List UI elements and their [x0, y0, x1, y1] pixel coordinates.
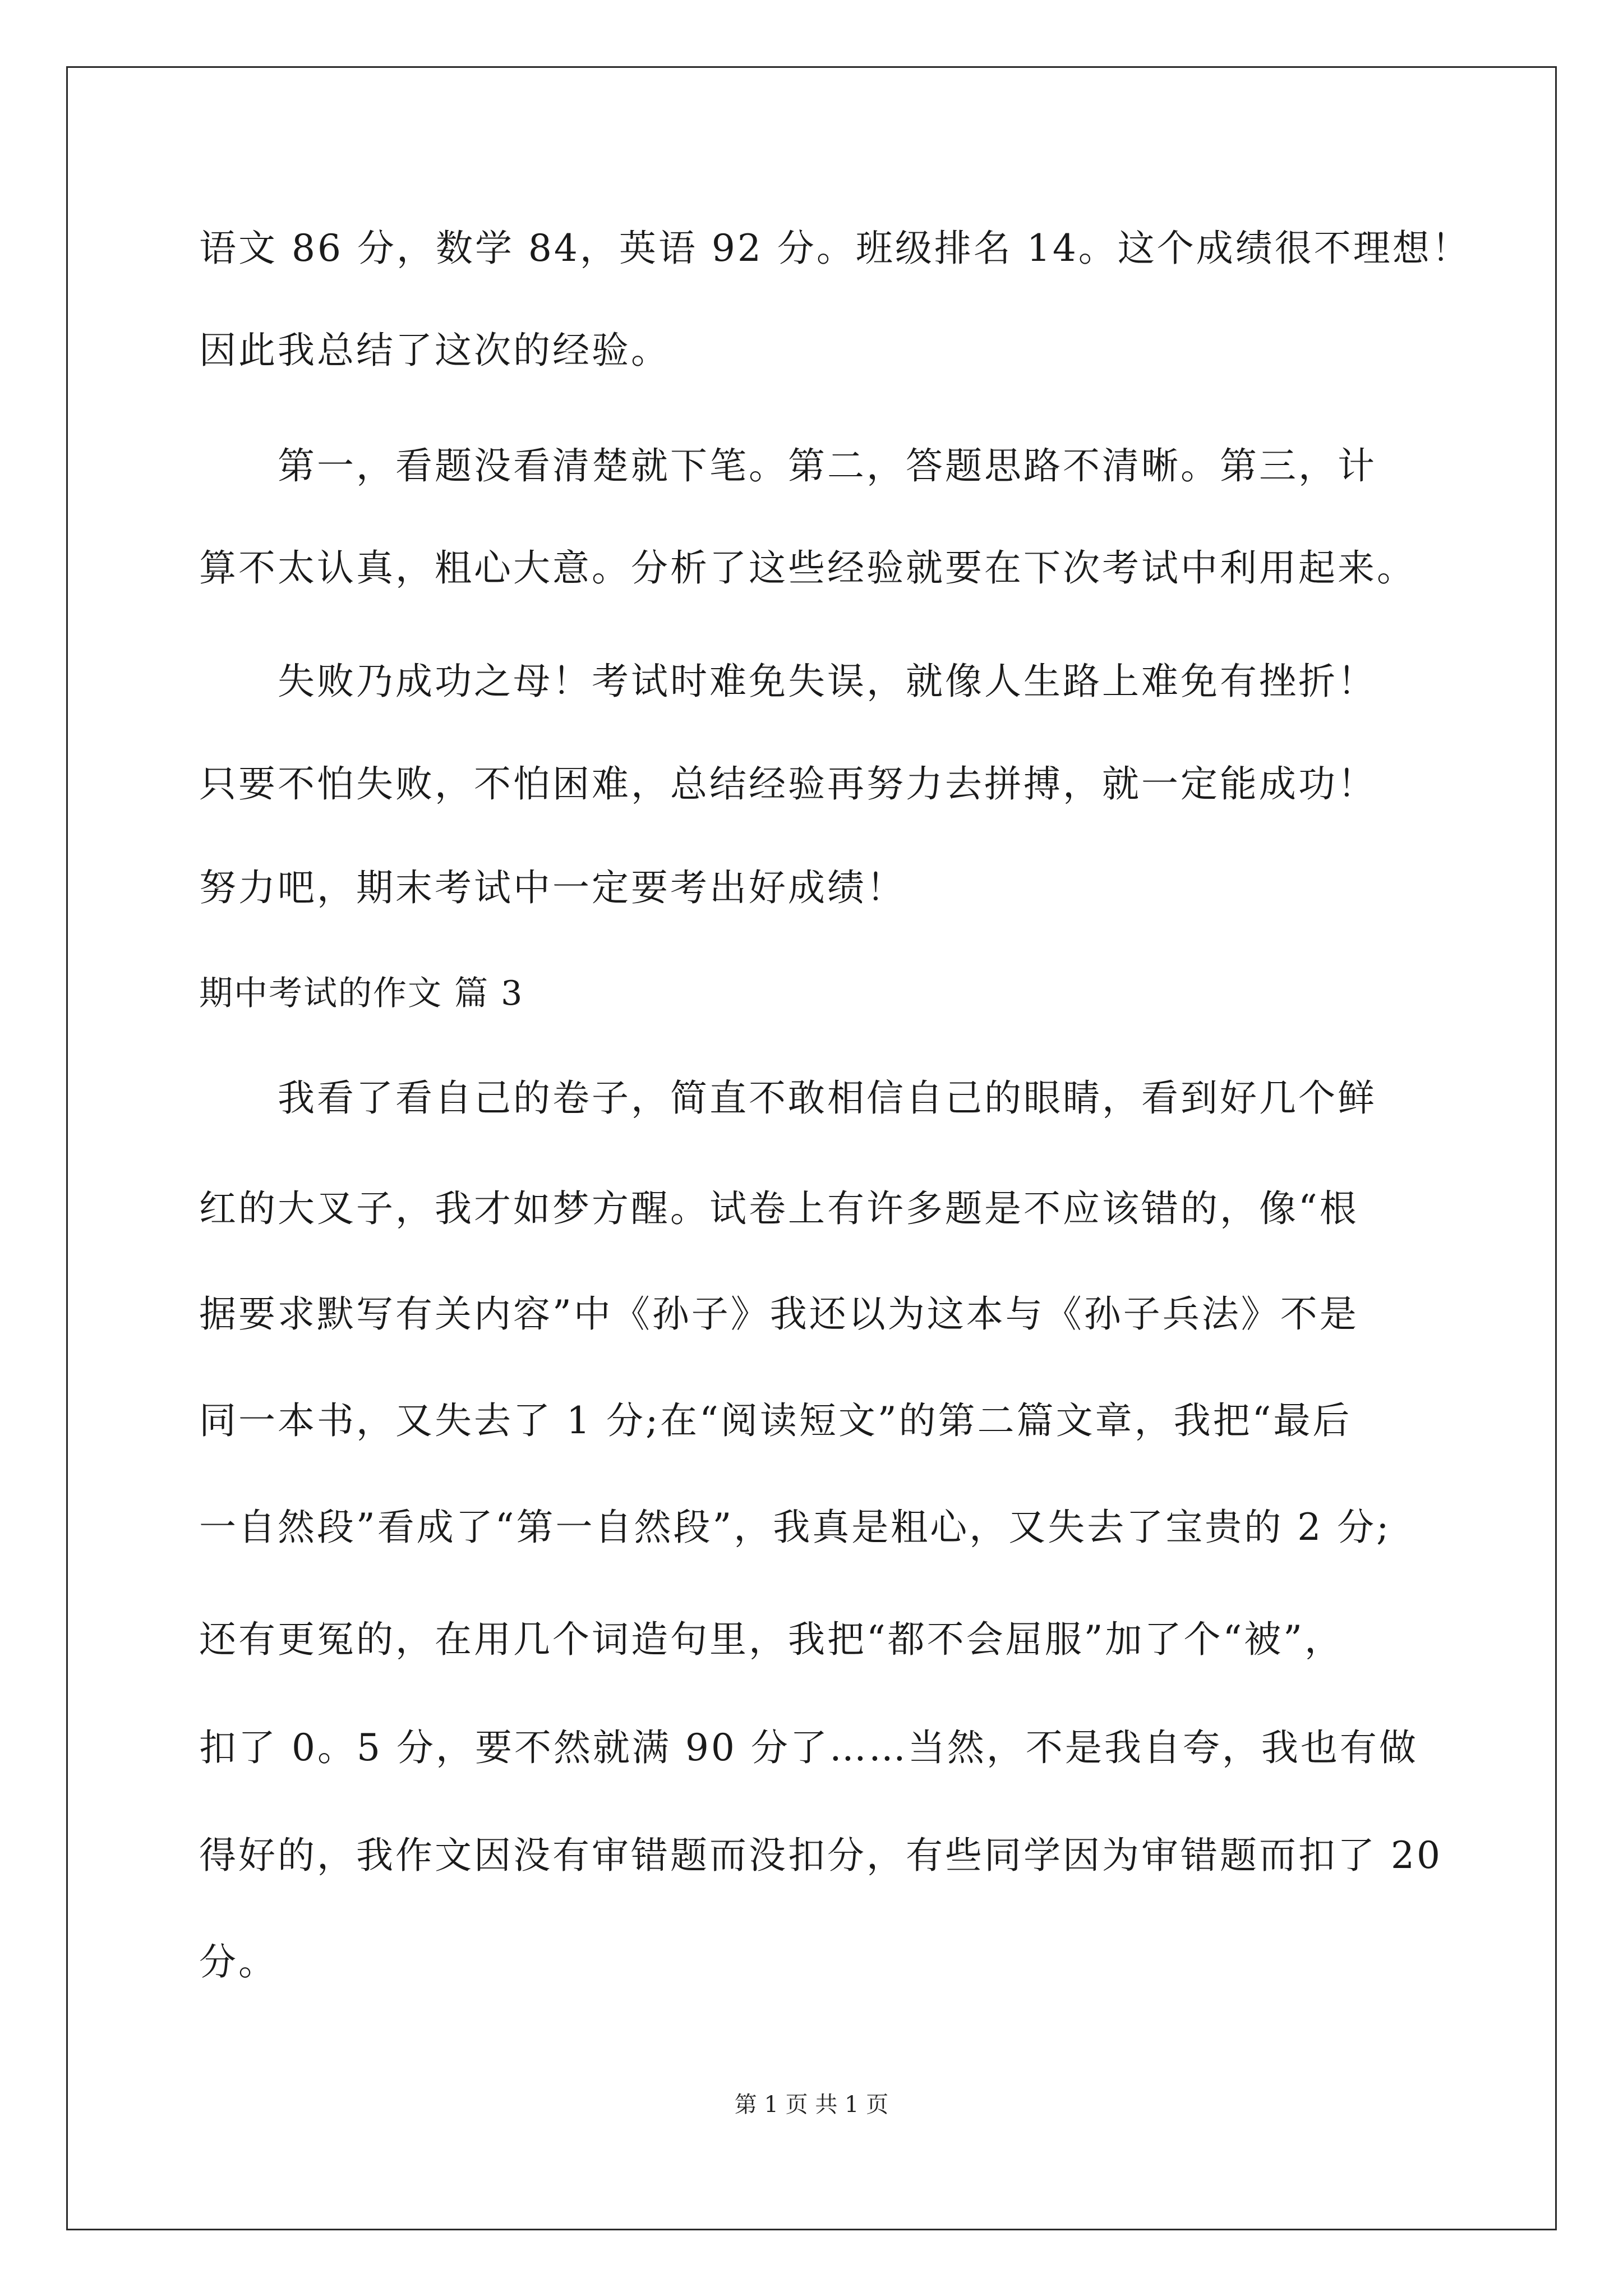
paragraph-line: 扣了 0。5 分，要不然就满 90 分了……当然，不是我自夸，我也有做 — [199, 1726, 1418, 1769]
paragraph-line: 失败乃成功之母！考试时难免失误，就像人生路上难免有挫折！ — [199, 660, 1377, 703]
paragraph-line: 努力吧，期末考试中一定要考出好成绩！ — [199, 866, 906, 909]
paragraph-line: 一自然段”看成了“第一自然段”，我真是粗心，又失去了宝贵的 2 分; — [199, 1506, 1391, 1549]
paragraph-line: 红的大叉子，我才如梦方醒。试卷上有许多题是不应该错的，像“根 — [199, 1187, 1359, 1230]
paragraph-line: 还有更冤的，在用几个词造句里，我把“都不会屈服”加了个“被”， — [199, 1618, 1344, 1661]
paragraph-line: 分。 — [199, 1940, 278, 1984]
section-heading: 期中考试的作文 篇 3 — [199, 974, 524, 1013]
page-footer: 第 1 页 共 1 页 — [734, 2092, 889, 2118]
paragraph-line: 因此我总结了这次的经验。 — [199, 329, 670, 372]
paragraph-line: 第一，看题没看清楚就下笔。第二，答题思路不清晰。第三，计 — [199, 444, 1377, 487]
paragraph-line: 据要求默写有关内容”中《孙子》我还以为这本与《孙子兵法》不是 — [199, 1292, 1359, 1336]
paragraph-line: 语文 86 分，数学 84，英语 92 分。班级排名 14。这个成绩很不理想！ — [199, 227, 1471, 270]
page-border — [66, 66, 1557, 2230]
paragraph-line: 同一本书，又失去了 1 分;在“阅读短文”的第二篇文章，我把“最后 — [199, 1399, 1352, 1442]
paragraph-line: 我看了看自己的卷子，简直不敢相信自己的眼睛，看到好几个鲜 — [199, 1076, 1377, 1120]
paragraph-line: 算不太认真，粗心大意。分析了这些经验就要在下次考试中利用起来。 — [199, 546, 1416, 590]
paragraph-line: 得好的，我作文因没有审错题而没扣分，有些同学因为审错题而扣了 20 — [199, 1834, 1442, 1877]
paragraph-line: 只要不怕失败，不怕困难，总结经验再努力去拼搏，就一定能成功！ — [199, 762, 1377, 806]
